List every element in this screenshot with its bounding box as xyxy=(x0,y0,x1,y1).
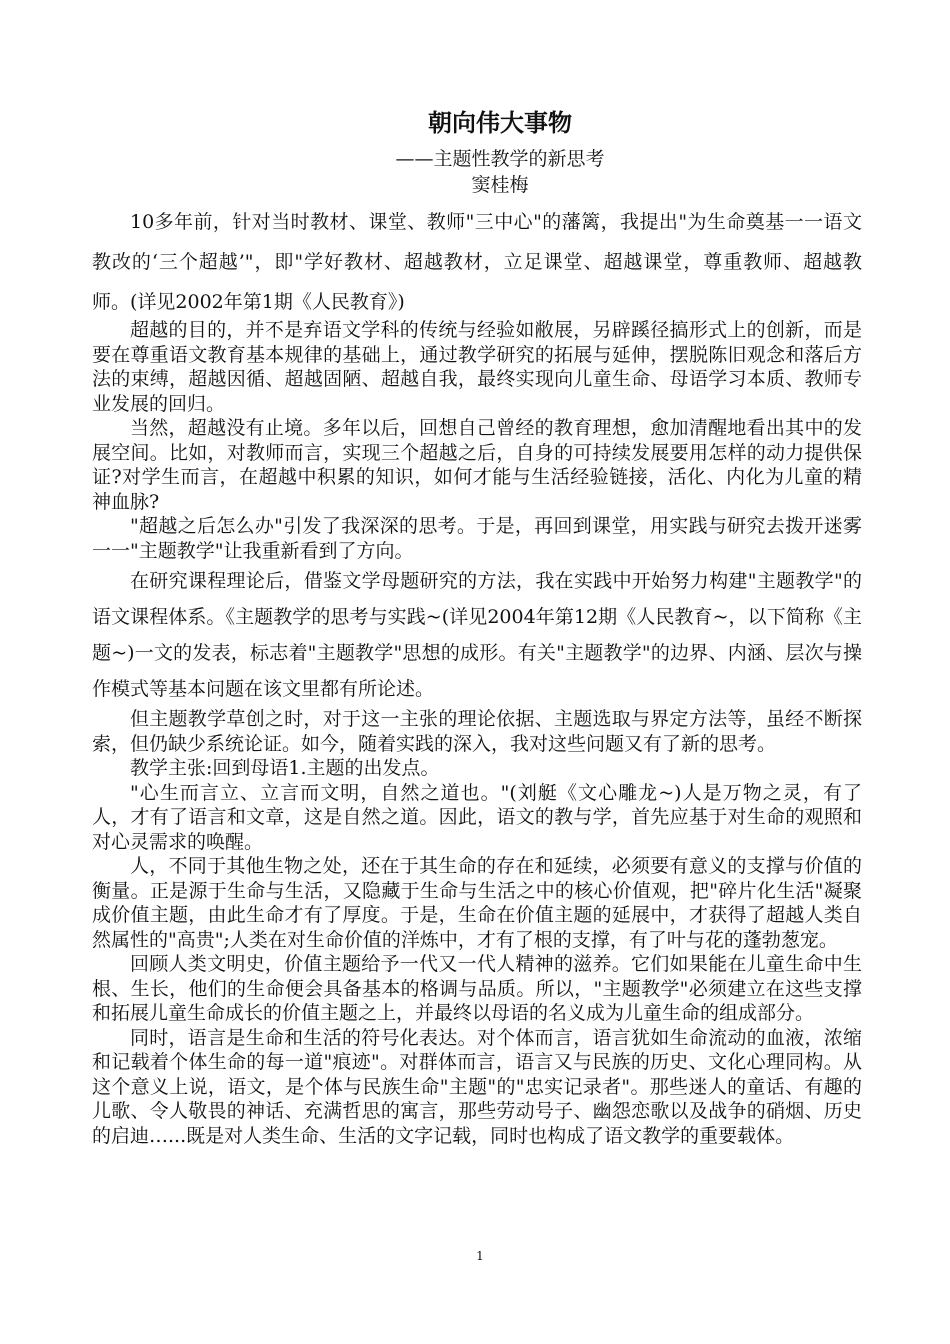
document-title: 朝向伟大事物 xyxy=(428,109,572,137)
document-subtitle: ——主题性教学的新思考 xyxy=(395,148,605,170)
paragraph-7: "心生而言立、立言而文明，自然之道也。"(刘艇《文心雕龙~)人是万物之灵，有了人，才有了语言和文章，这是自然之道。因此，语文的教与学，首先应基于对生命的观照和对心灵需求的唤醒。 xyxy=(92,781,862,853)
paragraph-9: 回顾人类文明史，价值主题给予一代又一代人精神的滋养。它们如果能在儿童生命中生根、生长，他们的生命便会具备基本的格调与品质。所以，"主题教学"必须建立在这些支撑和拓展儿童生命成长的价值主题之上，并最终以母语的名义成为儿童生命的组成部分。 xyxy=(92,953,862,1024)
paragraph-6: 教学主张:回到母语1.主题的出发点。 xyxy=(130,757,440,779)
paragraph-8: 人，不同于其他生物之处，还在于其生命的存在和延续，必须要有意义的支撑与价值的衡量。正是源于生命与生活，又隐藏于生命与生活之中的核心价值观，把"碎片化生活"凝聚成价值主题，由此生命才有了厚度。于是，生命在价值主题的延展中，才获得了超越人类自然属性的"高贵";人类在对生命价值的洋炼中，才有了根的支撑，有了叶与花的蓬勃葱宠。 xyxy=(92,855,862,951)
paragraph-2: 当然，超越没有止境。多年以后，回想自己曾经的教育理想，愈加清醒地看出其中的发展空间。比如，对教师而言，实现三个超越之后，自身的可持续发展要用怎样的动力提供保证?对学生而言，在超越中积累的知识，如何才能与生活经验链接，活化、内化为儿童的精神血脉? xyxy=(92,417,862,513)
paragraph-10: 同时，语言是生命和生活的符号化表达。对个体而言，语言犹如生命流动的血液，浓缩和记载着个体生命的每一道"痕迹"。对群体而言，语言又与民族的历史、文化心理同构。从这个意义上说，语文，是个体与民族生命"主题"的"忠实记录者"。那些迷人的童话、有趣的儿歌、令人敬畏的神话、充满哲思的寓言，那些劳动号子、幽怨恋歌以及战争的硝烟、历史的启迪…...既是对人类生命、生活的文字记载，同时也构成了语文教学的重要载体。 xyxy=(92,1026,862,1147)
paragraph-3: "超越之后怎么办"引发了我深深的思考。于是，再回到课堂，用实践与研究去拨开迷雾一一"主题教学"让我重新看到了方向。 xyxy=(92,515,862,562)
intro-paragraph: 10多年前，针对当时教材、课堂、教师"三中心"的藩篱，我提出"为生命奠基一一语文教改的‘三个超越’"，即"学好教材、超越教材，立足课堂、超越课堂，尊重教师、超越教师。(详见2002年第1期《人民教育》) xyxy=(92,211,862,313)
document-author: 窦桂梅 xyxy=(471,174,529,196)
body-text xyxy=(92,318,862,1148)
paragraph-5: 但主题教学草创之时，对于这一主张的理论依据、主题选取与界定方法等，虽经不断探索，但仍缺少系统论证。如今，随着实践的深入，我对这些问题又有了新的思考。 xyxy=(92,708,862,755)
page-number: 1 xyxy=(476,1249,484,1263)
paragraph-4: 在研究课程理论后，借鉴文学母题研究的方法，我在实践中开始努力构建"主题教学"的语文课程体系。《主题教学的思考与实践~(详见2004年第12期《人民教育~，以下简称《主题~)一文的发表，标志着"主题教学"思想的成形。有关"主题教学"的边界、内涵、层次与操作模式等基本问题在该文里都有所论述。 xyxy=(92,570,862,700)
paragraph-1: 超越的目的，并不是弃语文学科的传统与经验如敝展，另辟蹊径搞形式上的创新，而是要在尊重语文教育基本规律的基础上，通过教学研究的拓展与延伸，摆脱陈旧观念和落后方法的束缚，超越因循、超越固陋、超越自我，最终实现向儿童生命、母语学习本质、教师专业发展的回归。 xyxy=(92,319,862,415)
